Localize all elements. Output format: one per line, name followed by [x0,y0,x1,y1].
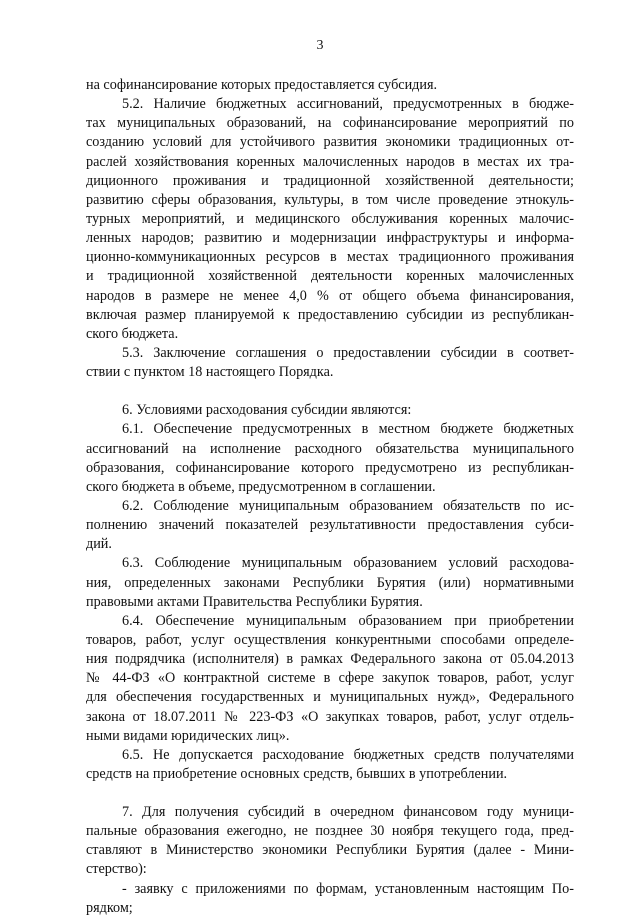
text-line: правовыми актами Правительства Республики Бурятия. [86,593,423,610]
text-line: и традиционной хозяйственной деятельности коренных малочисленных [86,268,574,285]
text-line: 6.4. Обеспечение муниципальным образованием при приобретении [122,612,574,629]
text-line: ассигнований на исполнение расходного обязательства муниципального [86,440,574,457]
text-line: для обеспечения государственных и муниципальных нужд», Федерального [86,689,574,706]
text-line: 7. Для получения субсидий в очередном финансовом году муници- [122,804,574,821]
paragraph-6-5 [86,746,574,784]
paragraph-6 [86,401,574,420]
paragraph-6-3 [86,554,574,611]
text-line: образования, софинансирование которого предусмотрено из республикан- [86,459,574,476]
text-line: ния подрядчика (исполнителя) в рамках Федерального закона от 05.04.2013 [86,651,574,668]
text-line: 6.3. Соблюдение муниципальным образованием условий расходова- [122,555,574,572]
text-line: турных мероприятий, и медицинского обслуживания коренных малочис- [86,210,574,227]
text-line: 6.1. Обеспечение предусмотренных в местном бюджете бюджетных [122,421,574,438]
text-line: 5.2. Наличие бюджетных ассигнований, предусмотренных в бюдже- [122,96,574,113]
paragraph-continuation [86,76,574,95]
document-body [86,76,574,918]
text-line: полнению значений показателей результативности предоставления субси- [86,517,574,534]
text-line: ствии с пунктом 18 настоящего Порядка. [86,364,334,381]
text-line: пальные образования ежегодно, не позднее 30 ноября текущего года, пред- [86,823,574,840]
text-line: включая размер планируемой к предоставлению субсидии из республикан- [86,306,574,323]
text-line: развитию сферы образования, культуры, в том числе проведение этнокуль- [86,191,574,208]
paragraph-gap [86,382,574,401]
text-line: 6. Условиями расходования субсидии являются: [122,402,412,419]
paragraph-6-4 [86,612,574,746]
paragraph-5-2 [86,95,574,344]
text-line: диционного проживания и традиционной хозяйственной деятельности; [86,172,574,189]
text-line: 5.3. Заключение соглашения о предоставлении субсидии в соответ- [122,344,574,361]
text-line: рядком; [86,899,133,916]
text-line: дий. [86,536,112,553]
text-line: тах муниципальных образований, на софинансирование мероприятий по [86,115,574,132]
paragraph-6-2 [86,497,574,554]
paragraph-5-3 [86,344,574,382]
text-line: № 44-ФЗ «О контрактной системе в сфере закупок товаров, работ, услуг [86,670,574,687]
text-line: 6.5. Не допускается расходование бюджетных средств получателями [122,746,574,763]
text-line: стерство): [86,861,147,878]
text-line: ского бюджета в объеме, предусмотренном в соглашении. [86,478,436,495]
text-line: 6.2. Соблюдение муниципальным образованием обязательств по ис- [122,497,574,514]
text-line: товаров, работ, услуг осуществления конкурентными способами определе- [86,631,574,648]
paragraph-7 [86,803,574,880]
text-line: ния, определенных законами Республики Бурятия (или) нормативными [86,574,574,591]
text-line: ского бюджета. [86,325,179,342]
page-number: 3 [316,38,324,53]
text-line: на софинансирование которых предоставляется субсидия. [86,77,438,93]
paragraph-7-item [86,880,574,918]
paragraph-gap [86,784,574,803]
text-line: ставляют в Министерство экономики Республики Бурятия (далее - Мини- [86,842,574,859]
text-line: - заявку с приложениями по формам, установленным настоящим По- [122,880,574,897]
text-line: народов в размере не менее 4,0 % от общего объема финансирования, [86,287,574,304]
paragraph-6-1 [86,420,574,497]
text-line: ленных народов; развитию и модернизации инфраструктуры и информа- [86,230,574,247]
text-line: закона от 18.07.2011 № 223-ФЗ «О закупках товаров, работ, услуг отдель- [86,708,574,725]
text-line: раслей хозяйствования коренных малочисленных народов в местах их тра- [86,153,574,170]
text-line: ционно-коммуникационных ресурсов в местах традиционного проживания [86,249,574,266]
text-line: средств на приобретение основных средств, бывших в употреблении. [86,765,508,782]
text-line: созданию условий для устойчивого развития экономики традиционных от- [86,134,574,151]
text-line: ными видами юридических лиц». [86,727,290,744]
